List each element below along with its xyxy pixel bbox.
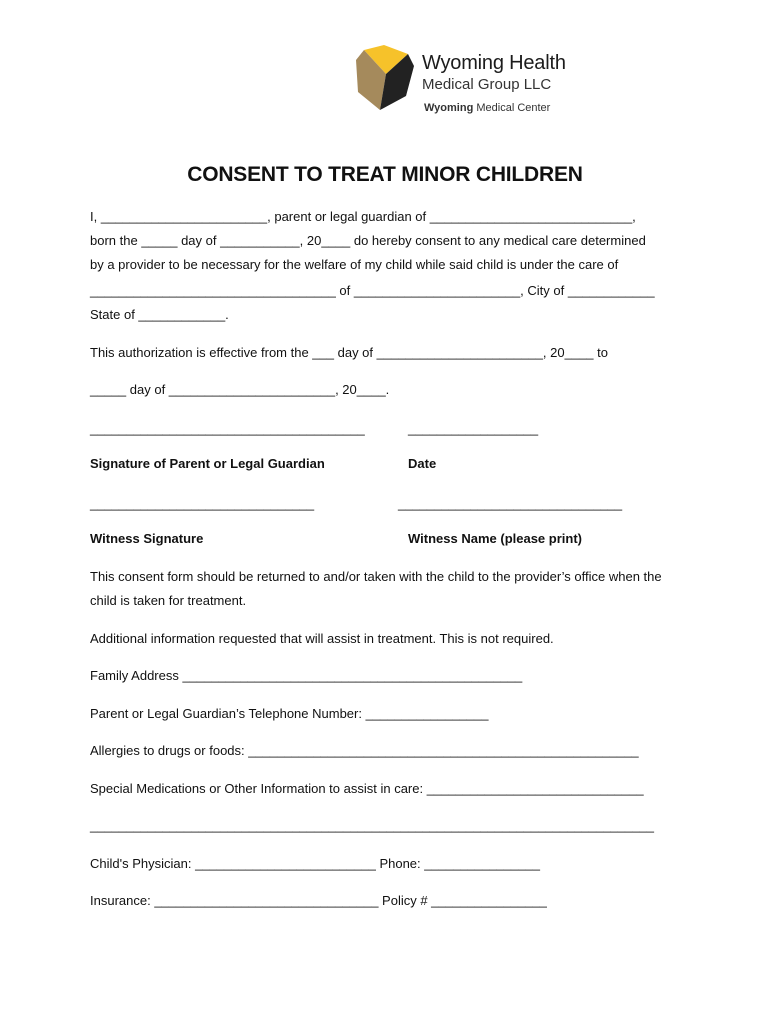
notice-line-2: child is taken for treatment. [90,593,247,608]
date-label: Date [408,456,437,471]
witness-signature-line: _______________________________ [90,496,315,511]
parent-signature-label: Signature of Parent or Legal Guardian [90,456,325,471]
family-address-field: Family Address _______________________________________________ [90,668,523,683]
witness-name-label: Witness Name (please print) [408,531,582,546]
date-line: __________________ [408,421,539,436]
consent-line-5: State of ____________. [90,307,229,322]
allergies-field: Allergies to drugs or foods: ______________________________________________________ [90,743,639,758]
witness-signature-label: Witness Signature [90,531,204,546]
logo-title: Wyoming Health [422,52,566,74]
logo-tagline [424,102,550,114]
insurance-policy-field: Insurance: _______________________________ Policy # ________________ [90,893,547,908]
additional-info-intro: Additional information requested that will assist in treatment. This is not required. [90,631,554,646]
parent-signature-line: ______________________________________ [90,421,365,436]
additional-blank-line: ______________________________________________________________________________ [90,818,654,833]
consent-line-1: I, _______________________, parent or legal guardian of ____________________________, [90,209,636,224]
logo-mark-icon [352,44,416,112]
form-title: CONSENT TO TREAT MINOR CHILDREN [187,163,583,186]
authorization-line-2: _____ day of _______________________, 20____. [90,382,390,397]
witness-name-line: _______________________________ [398,496,623,511]
consent-line-2: born the _____ day of ___________, 20____ do hereby consent to any medical care determined [90,233,646,248]
physician-phone-field: Child's Physician: _________________________ Phone: ________________ [90,856,540,871]
logo-tagline-rest: Medical Center [473,102,551,114]
special-medications-field: Special Medications or Other Information to assist in care: ______________________________ [90,781,644,796]
authorization-line-1: This authorization is effective from the ___ day of _______________________, 20____ to [90,345,608,360]
logo-tagline-bold: Wyoming [424,102,474,114]
logo-subtitle: Medical Group LLC [422,76,552,93]
guardian-phone-field: Parent or Legal Guardian’s Telephone Number: _________________ [90,706,489,721]
consent-line-3: by a provider to be necessary for the welfare of my child while said child is under the care of [90,257,619,272]
notice-line-1: This consent form should be returned to and/or taken with the child to the provider’s office when the [90,569,662,584]
organization-logo [352,44,582,122]
consent-line-4: __________________________________ of _______________________, City of ____________ [90,283,655,298]
